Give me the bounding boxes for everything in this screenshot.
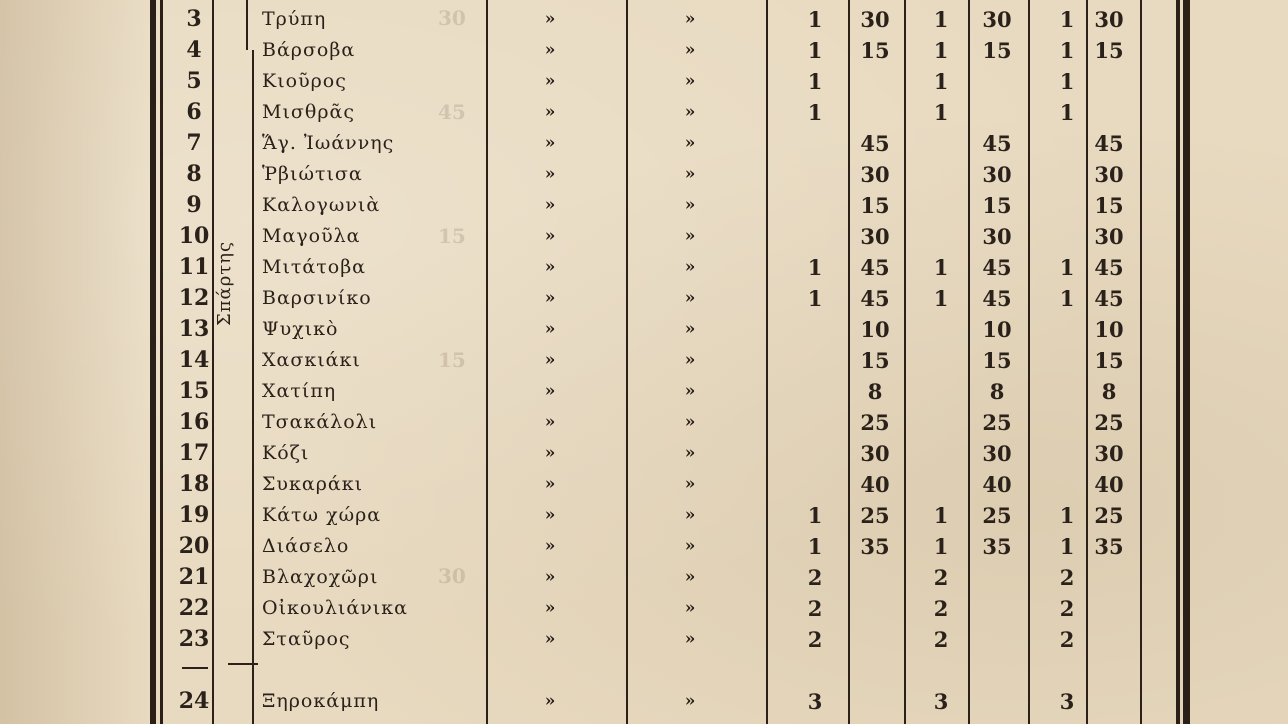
value-cell: 2 xyxy=(933,596,949,621)
ditto-mark: » xyxy=(684,691,696,711)
value-cell: 15 xyxy=(982,348,1012,373)
value-cell xyxy=(974,66,1020,97)
value-cell: 30 xyxy=(982,441,1012,466)
value-cell: 2 xyxy=(807,596,823,621)
ditto-mark: » xyxy=(684,381,696,401)
value-cell: 30 xyxy=(982,7,1012,32)
table-row xyxy=(0,531,1288,562)
ditto-mark: » xyxy=(684,195,696,215)
value-cell xyxy=(974,562,1020,593)
value-cell xyxy=(926,314,956,345)
ditto-mark xyxy=(675,655,705,686)
ditto-mark: » xyxy=(684,474,696,494)
row-number: 8 xyxy=(186,161,202,187)
value-cell: 30 xyxy=(1094,224,1124,249)
ditto-mark: » xyxy=(684,102,696,122)
value-cell xyxy=(1086,97,1132,128)
bleed-through-mark: 45 xyxy=(438,100,466,124)
ditto-mark: » xyxy=(544,288,556,308)
bleed-through-mark: 15 xyxy=(438,348,466,372)
value-cell xyxy=(1054,438,1080,469)
ditto-mark: » xyxy=(544,536,556,556)
value-cell xyxy=(1054,407,1080,438)
value-cell xyxy=(1054,469,1080,500)
ditto-mark: » xyxy=(684,629,696,649)
ditto-mark: » xyxy=(544,691,556,711)
value-cell: 1 xyxy=(807,534,823,559)
value-cell: 30 xyxy=(860,162,890,187)
value-cell: 1 xyxy=(807,7,823,32)
value-cell xyxy=(1054,221,1080,252)
row-number: 7 xyxy=(186,130,202,156)
village-name: Μαγοῦλα xyxy=(262,225,361,247)
value-cell xyxy=(1054,190,1080,221)
row-number: 22 xyxy=(178,595,210,621)
table-row xyxy=(0,438,1288,469)
ditto-mark: » xyxy=(544,40,556,60)
value-cell: 1 xyxy=(1059,255,1075,280)
village-name: Ψυχικὸ xyxy=(262,318,339,340)
value-cell: 1 xyxy=(933,286,949,311)
value-cell: 40 xyxy=(1094,472,1124,497)
value-cell: 45 xyxy=(982,255,1012,280)
village-name: Οἰκουλιάνικα xyxy=(262,597,408,619)
value-cell xyxy=(1054,376,1080,407)
row-number: 24 xyxy=(178,688,210,714)
value-cell: 45 xyxy=(1094,255,1124,280)
row-number: 9 xyxy=(186,192,202,218)
value-cell xyxy=(926,221,956,252)
village-name: Ἅγ. Ἰωάννης xyxy=(262,132,395,154)
value-cell: 1 xyxy=(807,286,823,311)
table-row xyxy=(0,252,1288,283)
ditto-mark: » xyxy=(544,164,556,184)
row-number: 13 xyxy=(178,316,210,342)
value-cell: 40 xyxy=(860,472,890,497)
table-row xyxy=(0,624,1288,655)
value-cell: 15 xyxy=(860,38,890,63)
ditto-mark: » xyxy=(544,443,556,463)
value-cell: 30 xyxy=(860,7,890,32)
row-number: 3 xyxy=(186,6,202,32)
value-cell: 3 xyxy=(933,689,949,714)
ditto-mark: » xyxy=(684,350,696,370)
ditto-mark: » xyxy=(684,598,696,618)
row-number: 19 xyxy=(178,502,210,528)
value-cell xyxy=(800,159,830,190)
village-name: Μισθρᾶς xyxy=(262,101,355,123)
value-cell xyxy=(800,314,830,345)
row-number: 20 xyxy=(178,533,210,559)
value-cell xyxy=(800,438,830,469)
row-number: 23 xyxy=(178,626,210,652)
value-cell: 30 xyxy=(1094,441,1124,466)
ditto-mark: » xyxy=(684,133,696,153)
value-cell: 25 xyxy=(860,410,890,435)
ditto-mark: » xyxy=(544,9,556,29)
village-name: Διάσελο xyxy=(262,535,350,557)
row-number: 15 xyxy=(178,378,210,404)
value-cell: 35 xyxy=(982,534,1012,559)
value-cell xyxy=(800,376,830,407)
value-cell: 25 xyxy=(860,503,890,528)
value-cell: 45 xyxy=(1094,131,1124,156)
ditto-mark: » xyxy=(544,71,556,91)
value-cell: 45 xyxy=(982,286,1012,311)
value-cell xyxy=(974,593,1020,624)
ditto-mark: » xyxy=(684,226,696,246)
table-row xyxy=(0,190,1288,221)
value-cell xyxy=(852,66,898,97)
value-cell: 15 xyxy=(860,348,890,373)
village-name: Χασκιάκι xyxy=(262,349,361,371)
row-number: 17 xyxy=(178,440,210,466)
ditto-mark: » xyxy=(544,505,556,525)
value-cell: 1 xyxy=(933,7,949,32)
village-name: Σταῦρος xyxy=(262,628,351,650)
value-cell: 45 xyxy=(860,131,890,156)
value-cell: 25 xyxy=(982,503,1012,528)
value-cell: 1 xyxy=(1059,503,1075,528)
row-number: 18 xyxy=(178,471,210,497)
row-number: 12 xyxy=(178,285,210,311)
village-name: Μιτάτοβα xyxy=(262,256,367,278)
value-cell: 2 xyxy=(1059,596,1075,621)
value-cell: 30 xyxy=(982,224,1012,249)
value-cell: 10 xyxy=(982,317,1012,342)
value-cell: 45 xyxy=(982,131,1012,156)
value-cell: 1 xyxy=(1059,7,1075,32)
value-cell: 15 xyxy=(982,193,1012,218)
row-number: 10 xyxy=(178,223,210,249)
value-cell xyxy=(974,97,1020,128)
village-name: Κιοῦρος xyxy=(262,70,347,92)
ditto-mark: » xyxy=(684,257,696,277)
ditto-mark: » xyxy=(544,474,556,494)
table-row xyxy=(0,686,1288,717)
value-cell xyxy=(926,407,956,438)
village-name: Τσακάλολι xyxy=(262,411,378,433)
ditto-mark: » xyxy=(544,350,556,370)
value-cell: 35 xyxy=(1094,534,1124,559)
value-cell: 1 xyxy=(807,100,823,125)
row-number: 21 xyxy=(178,564,210,590)
bleed-through-mark: 30 xyxy=(438,564,466,588)
district-label: Σπάρτης xyxy=(214,240,235,326)
value-cell xyxy=(974,686,1020,717)
table-row xyxy=(0,4,1288,35)
value-cell: 45 xyxy=(860,255,890,280)
value-cell: 10 xyxy=(1094,317,1124,342)
value-cell: 25 xyxy=(982,410,1012,435)
ditto-mark: » xyxy=(684,443,696,463)
value-cell xyxy=(1086,562,1132,593)
table-row xyxy=(0,221,1288,252)
value-cell: 15 xyxy=(982,38,1012,63)
table-row xyxy=(0,593,1288,624)
value-cell xyxy=(926,438,956,469)
value-cell: 30 xyxy=(860,224,890,249)
value-cell: 25 xyxy=(1094,410,1124,435)
ditto-mark: » xyxy=(684,567,696,587)
value-cell xyxy=(926,128,956,159)
value-cell xyxy=(926,159,956,190)
ditto-mark: » xyxy=(544,598,556,618)
value-cell xyxy=(1054,655,1080,686)
value-cell: 8 xyxy=(867,379,883,404)
ditto-mark: » xyxy=(544,195,556,215)
table-row xyxy=(0,66,1288,97)
value-cell: 2 xyxy=(807,627,823,652)
value-cell: 1 xyxy=(1059,38,1075,63)
row-number: 4 xyxy=(186,37,202,63)
village-name: Κόζι xyxy=(262,442,310,464)
value-cell xyxy=(852,562,898,593)
ditto-mark: » xyxy=(544,226,556,246)
ditto-mark: » xyxy=(684,9,696,29)
value-cell xyxy=(800,407,830,438)
ditto-mark: » xyxy=(544,257,556,277)
value-cell xyxy=(852,593,898,624)
value-cell: 1 xyxy=(1059,534,1075,559)
value-cell xyxy=(1086,624,1132,655)
ditto-mark: » xyxy=(544,133,556,153)
value-cell xyxy=(926,655,956,686)
value-cell xyxy=(1054,314,1080,345)
village-name: Ῥβιώτισα xyxy=(262,163,363,185)
value-cell xyxy=(1086,593,1132,624)
row-number: 16 xyxy=(178,409,210,435)
value-cell: 15 xyxy=(860,193,890,218)
value-cell: 25 xyxy=(1094,503,1124,528)
value-cell: 3 xyxy=(807,689,823,714)
row-number: 5 xyxy=(186,68,202,94)
ditto-mark: » xyxy=(544,102,556,122)
value-cell: 45 xyxy=(1094,286,1124,311)
table-row xyxy=(0,97,1288,128)
village-name: Κάτω χώρα xyxy=(262,504,382,526)
value-cell: 1 xyxy=(807,503,823,528)
value-cell xyxy=(926,345,956,376)
value-cell xyxy=(1054,159,1080,190)
value-cell: 1 xyxy=(933,100,949,125)
value-cell xyxy=(1086,66,1132,97)
value-cell: 30 xyxy=(1094,7,1124,32)
value-cell: 15 xyxy=(1094,348,1124,373)
value-cell: 1 xyxy=(807,255,823,280)
ditto-mark: » xyxy=(684,288,696,308)
value-cell xyxy=(1054,128,1080,159)
value-cell: 2 xyxy=(1059,627,1075,652)
value-cell xyxy=(852,97,898,128)
ditto-mark: » xyxy=(684,164,696,184)
ditto-mark: » xyxy=(684,40,696,60)
table-row xyxy=(0,407,1288,438)
value-cell: 15 xyxy=(1094,38,1124,63)
table-row xyxy=(0,345,1288,376)
ditto-mark: » xyxy=(684,71,696,91)
village-name xyxy=(262,655,462,686)
value-cell xyxy=(926,190,956,221)
value-cell: 1 xyxy=(807,38,823,63)
table-row xyxy=(0,655,1288,686)
value-cell xyxy=(974,655,1020,686)
value-cell xyxy=(800,469,830,500)
value-cell: 1 xyxy=(933,69,949,94)
table-row xyxy=(0,314,1288,345)
value-cell: 1 xyxy=(933,255,949,280)
value-cell xyxy=(974,624,1020,655)
value-cell: 1 xyxy=(933,534,949,559)
value-cell xyxy=(800,345,830,376)
value-cell xyxy=(926,376,956,407)
value-cell xyxy=(1086,686,1132,717)
table-row xyxy=(0,469,1288,500)
table-row xyxy=(0,35,1288,66)
value-cell: 10 xyxy=(860,317,890,342)
value-cell: 1 xyxy=(807,69,823,94)
value-cell: 40 xyxy=(982,472,1012,497)
value-cell xyxy=(852,655,898,686)
ditto-mark: » xyxy=(544,629,556,649)
value-cell: 1 xyxy=(933,503,949,528)
village-name: Συκαράκι xyxy=(262,473,364,495)
value-cell: 2 xyxy=(807,565,823,590)
row-number: 6 xyxy=(186,99,202,125)
value-cell: 30 xyxy=(982,162,1012,187)
table-row xyxy=(0,500,1288,531)
village-name: Καλογωνιὰ xyxy=(262,194,381,216)
ditto-mark: » xyxy=(544,567,556,587)
value-cell: 1 xyxy=(933,38,949,63)
village-name: Βαρσινίκο xyxy=(262,287,372,309)
bleed-through-mark: 15 xyxy=(438,224,466,248)
village-name: Βάρσοβα xyxy=(262,39,356,61)
value-cell: 1 xyxy=(1059,100,1075,125)
village-name: Ξηροκάμπη xyxy=(262,690,380,712)
value-cell xyxy=(926,469,956,500)
value-cell: 30 xyxy=(1094,162,1124,187)
value-cell: 1 xyxy=(1059,69,1075,94)
value-cell: 1 xyxy=(1059,286,1075,311)
value-cell: 8 xyxy=(989,379,1005,404)
ditto-mark: » xyxy=(544,412,556,432)
ditto-mark: » xyxy=(544,319,556,339)
table-row xyxy=(0,128,1288,159)
value-cell xyxy=(800,655,830,686)
village-name: Χατίπη xyxy=(262,380,337,402)
value-cell: 2 xyxy=(933,565,949,590)
village-name: Τρύπη xyxy=(262,8,327,30)
row-number xyxy=(174,655,214,686)
ditto-mark: » xyxy=(684,319,696,339)
value-cell: 2 xyxy=(933,627,949,652)
ditto-mark: » xyxy=(684,505,696,525)
value-cell xyxy=(1086,655,1132,686)
ditto-mark: » xyxy=(684,412,696,432)
value-cell: 30 xyxy=(860,441,890,466)
value-cell xyxy=(800,128,830,159)
ditto-mark: » xyxy=(544,381,556,401)
row-number: 11 xyxy=(178,254,210,280)
value-cell: 2 xyxy=(1059,565,1075,590)
value-cell: 8 xyxy=(1101,379,1117,404)
value-cell: 35 xyxy=(860,534,890,559)
row-number: 14 xyxy=(178,347,210,373)
table-row xyxy=(0,562,1288,593)
value-cell xyxy=(1054,345,1080,376)
table-row xyxy=(0,283,1288,314)
value-cell xyxy=(852,686,898,717)
value-cell: 15 xyxy=(1094,193,1124,218)
value-cell: 3 xyxy=(1059,689,1075,714)
value-cell xyxy=(852,624,898,655)
ditto-mark: » xyxy=(684,536,696,556)
ditto-mark xyxy=(535,655,565,686)
value-cell xyxy=(800,190,830,221)
value-cell: 45 xyxy=(860,286,890,311)
table-row xyxy=(0,159,1288,190)
village-name: Βλαχοχῶρι xyxy=(262,566,379,588)
table-row xyxy=(0,376,1288,407)
value-cell xyxy=(800,221,830,252)
bleed-through-mark: 30 xyxy=(438,6,466,30)
